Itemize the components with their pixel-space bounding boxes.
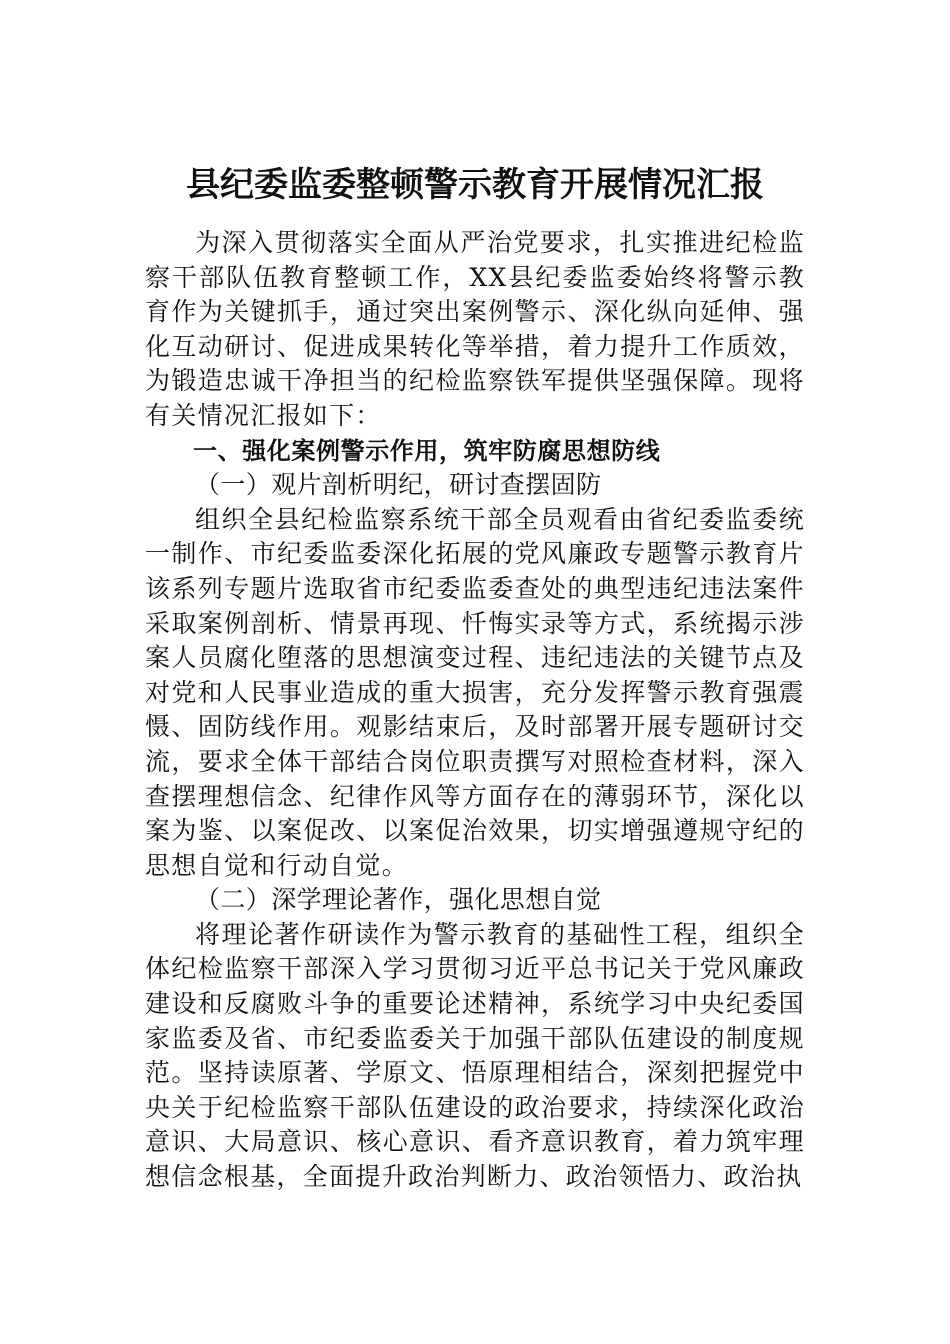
section-1-heading: 一、强化案例警示作用，筑牢防腐思想防线: [193, 436, 661, 465]
subsection-2-paragraph: 将理论著作研读作为警示教育的基础性工程，组织全体纪检监察干部深入学习贯彻习近平总书记关于党风廉政建设和反腐败斗争的重要论述精神，系统学习中央纪委国家监委及省、市纪委监委关于加强干部队伍建设的制度规范。坚持读原著、学原文、悟原理相结合，深刻把握党中央关于纪检监察干部队伍建设的政治要求，持续深化政治意识、大局意识、核心意识、看齐意识教育，着力筑牢理想信念根基，全面提升政治判断力、政治领悟力、政治执: [145, 919, 805, 1192]
subsection-1-heading: （一）观片剖析明纪，研讨查摆固防: [195, 470, 602, 500]
intro-paragraph: 为深入贯彻落实全面从严治党要求，扎实推进纪检监察干部队伍教育整顿工作，XX县纪委监委始终将警示教育作为关键抓手，通过突出案例警示、深化纵向延伸、强化互动研讨、促进成果转化等举措，着力提升工作质效，为锻造忠诚干净担当的纪检监察铁军提供坚强保障。现将有关情况汇报如下：: [145, 228, 805, 430]
document-title: 县纪委监委整顿警示教育开展情况汇报: [186, 165, 764, 205]
subsection-1-paragraph: 组织全县纪检监察系统干部全员观看由省纪委监委统一制作、市纪委监委深化拓展的党风廉政专题警示教育片该系列专题片选取省市纪委监委查处的典型违纪违法案件采取案例剖析、情景再现、忏悔实录等方式，系统揭示涉案人员腐化堕落的思想演变过程、违纪违法的关键节点及对党和人民事业造成的重大损害，充分发挥警示教育强震慑、固防线作用。观影结束后，及时部署开展专题研讨交流，要求全体干部结合岗位职责撰写对照检查材料，深入查摆理想信念、纪律作风等方面存在的薄弱环节，深化以案为鉴、以案促改、以案促治效果，切实增强遵规守纪的思想自觉和行动自觉。: [145, 504, 805, 880]
subsection-2-heading: （二）深学理论著作，强化思想自觉: [195, 885, 602, 915]
document-body: [145, 226, 805, 1195]
